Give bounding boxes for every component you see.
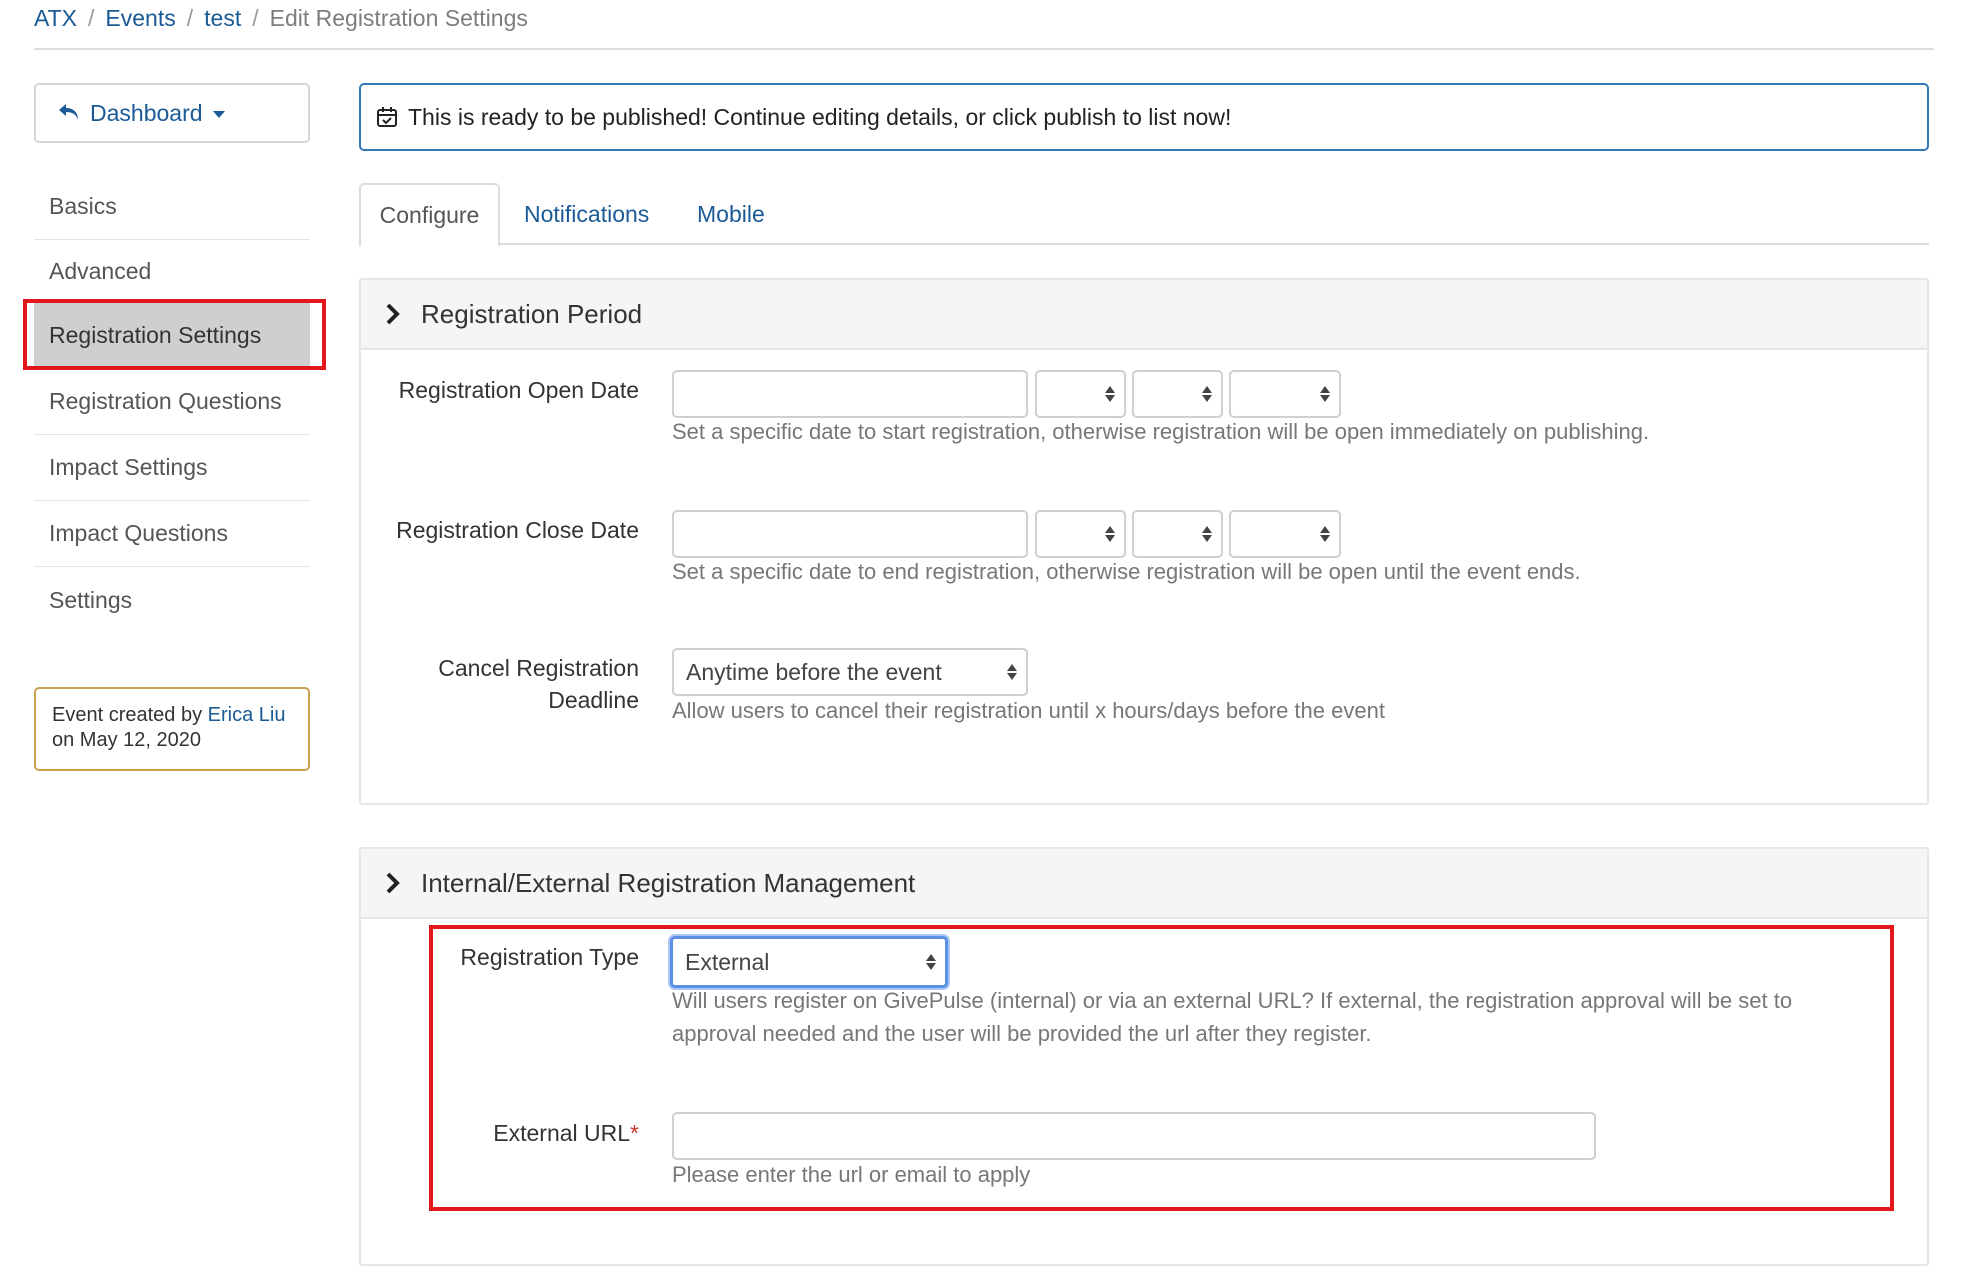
highlight-box-registration-type	[429, 925, 1894, 1211]
sidebar-item-label: Impact Questions	[49, 520, 228, 546]
breadcrumb-separator: /	[88, 5, 95, 31]
sidebar-nav	[34, 174, 310, 633]
open-minute-select[interactable]	[1132, 370, 1223, 418]
tab-bar	[359, 183, 1929, 245]
cancel-deadline-select[interactable]	[672, 648, 1028, 696]
sidebar-item-label: Basics	[49, 193, 117, 219]
close-ampm-select[interactable]	[1229, 510, 1341, 558]
open-date-label: Registration Open Date	[398, 377, 639, 403]
chevron-right-icon	[385, 302, 401, 326]
required-mark: *	[630, 1120, 639, 1146]
close-minute-select[interactable]	[1132, 510, 1223, 558]
panel-title: Internal/External Registration Management	[421, 867, 916, 898]
dashboard-button[interactable]	[34, 83, 310, 143]
publish-alert	[359, 83, 1929, 151]
chevron-right-icon	[385, 871, 401, 895]
sidebar-item-advanced[interactable]	[34, 240, 310, 303]
sidebar-item-registration-questions[interactable]	[34, 369, 310, 435]
dashboard-label: Dashboard	[90, 99, 203, 126]
sidebar-item-label: Advanced	[49, 257, 152, 284]
chevron-down-icon	[213, 111, 225, 118]
creator-date: on May 12, 2020	[52, 729, 201, 751]
external-url-label-text: External URL	[493, 1120, 631, 1146]
close-date-help: Set a specific date to end registration, otherwise registration will be open until the event ends.	[672, 559, 1581, 584]
creator-name-link[interactable]: Erica Liu	[207, 704, 286, 726]
sidebar-item-label: Impact Settings	[49, 454, 208, 480]
open-date-help: Set a specific date to start registration, otherwise registration will be open immediately on publishing.	[672, 419, 1650, 444]
select-arrows-icon	[1202, 526, 1212, 542]
registration-period-panel	[359, 278, 1929, 805]
breadcrumb-test[interactable]: test	[204, 5, 242, 31]
cancel-deadline-value: Anytime before the event	[686, 658, 942, 685]
cancel-deadline-label-line1: Cancel Registration	[438, 655, 639, 681]
sidebar-item-impact-questions[interactable]	[34, 501, 310, 567]
cancel-deadline-label	[361, 652, 639, 716]
registration-type-help-line1: Will users register on GivePulse (internal) or via an external URL? If external, the registration approval will be set to	[672, 988, 1793, 1013]
breadcrumb-separator: /	[252, 5, 259, 31]
sidebar-item-impact-settings[interactable]	[34, 435, 310, 501]
sidebar-item-settings[interactable]	[34, 567, 310, 633]
alert-text: This is ready to be published! Continue editing details, or click publish to list now!	[408, 103, 1232, 130]
open-hour-select[interactable]	[1035, 370, 1126, 418]
close-date-input[interactable]	[672, 510, 1028, 558]
creator-prefix: Event created by	[52, 704, 203, 726]
registration-type-value: External	[685, 948, 770, 975]
back-arrow-icon	[58, 100, 80, 126]
registration-type-label: Registration Type	[460, 944, 639, 970]
tab-configure[interactable]: Configure	[359, 183, 500, 247]
cancel-deadline-help: Allow users to cancel their registration until x hours/days before the event	[672, 698, 1385, 723]
sidebar-item-label: Registration Questions	[49, 388, 282, 414]
select-arrows-icon	[1105, 526, 1115, 542]
sidebar-item-basics[interactable]	[34, 174, 310, 240]
panel-title: Registration Period	[421, 298, 643, 329]
tab-mobile[interactable]: Mobile	[697, 200, 765, 227]
cancel-deadline-label-line2: Deadline	[548, 687, 639, 713]
event-creator-box	[34, 687, 310, 771]
breadcrumb-atx[interactable]: ATX	[34, 5, 78, 31]
select-arrows-icon	[1007, 664, 1017, 680]
registration-management-header[interactable]	[361, 849, 1927, 919]
breadcrumb-separator: /	[186, 5, 194, 31]
calendar-check-icon	[376, 106, 398, 128]
external-url-help: Please enter the url or email to apply	[672, 1162, 1031, 1187]
breadcrumb-events[interactable]: Events	[105, 5, 176, 31]
tab-notifications[interactable]: Notifications	[524, 200, 650, 227]
close-date-label: Registration Close Date	[396, 517, 639, 543]
sidebar-item-label: Settings	[49, 586, 133, 613]
open-date-input[interactable]	[672, 370, 1028, 418]
registration-type-help-line2: approval needed and the user will be provided the url after they register.	[672, 1021, 1372, 1046]
select-arrows-icon	[1105, 386, 1115, 402]
select-arrows-icon	[1320, 386, 1330, 402]
open-ampm-select[interactable]	[1229, 370, 1341, 418]
breadcrumb-current: Edit Registration Settings	[269, 5, 528, 31]
breadcrumb	[34, 0, 1934, 50]
select-arrows-icon	[1202, 386, 1212, 402]
select-arrows-icon	[1320, 526, 1330, 542]
sidebar-item-label: Registration Settings	[49, 322, 262, 348]
close-hour-select[interactable]	[1035, 510, 1126, 558]
highlight-box-sidebar	[23, 299, 326, 370]
registration-period-header[interactable]	[361, 280, 1927, 350]
